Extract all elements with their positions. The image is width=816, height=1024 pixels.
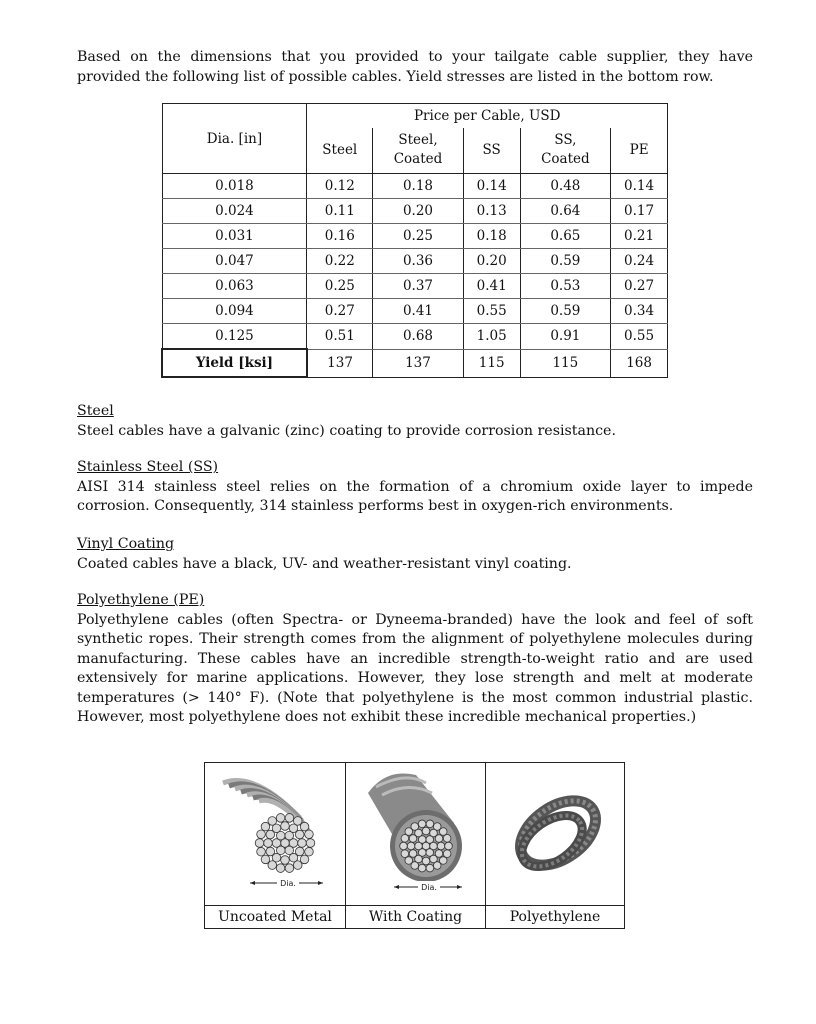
price-cell: 0.55 <box>611 324 668 350</box>
col-header-pe: PE <box>611 128 668 174</box>
table-row <box>162 224 668 249</box>
section-body: Steel cables have a galvanic (zinc) coating to provide corrosion resistance. <box>77 422 616 439</box>
table-row <box>162 299 668 324</box>
price-cell: 0.41 <box>373 299 464 324</box>
price-cell: 0.27 <box>307 299 373 324</box>
price-cell: 0.24 <box>611 249 668 274</box>
section-polyethylene <box>77 591 753 728</box>
section-steel <box>77 402 753 441</box>
price-cell: 0.65 <box>520 224 611 249</box>
dia-cell: 0.125 <box>162 324 307 350</box>
cable-price-table <box>161 103 668 378</box>
dia-label: Dia. <box>421 883 437 892</box>
price-cell: 0.18 <box>463 224 520 249</box>
price-cell: 0.20 <box>373 199 464 224</box>
price-cell: 0.20 <box>463 249 520 274</box>
section-heading: Polyethylene (PE) <box>77 592 205 608</box>
price-cell: 1.05 <box>463 324 520 350</box>
table-body <box>162 174 668 350</box>
price-cell: 0.59 <box>520 299 611 324</box>
polyethylene-rope-illustration <box>486 763 624 905</box>
price-cell: 0.22 <box>307 249 373 274</box>
price-cell: 0.13 <box>463 199 520 224</box>
caption-uncoated: Uncoated Metal <box>205 905 346 928</box>
cable-figure <box>204 762 625 929</box>
price-cell: 0.11 <box>307 199 373 224</box>
price-cell: 0.25 <box>307 274 373 299</box>
dia-header: Dia. [in] <box>162 104 307 174</box>
section-heading: Steel <box>77 403 114 419</box>
price-cell: 0.14 <box>463 174 520 199</box>
price-cell: 0.55 <box>463 299 520 324</box>
caption-coated: With Coating <box>346 905 486 928</box>
price-cell: 0.34 <box>611 299 668 324</box>
section-heading: Vinyl Coating <box>77 536 175 552</box>
price-cell: 0.91 <box>520 324 611 350</box>
table-row <box>162 249 668 274</box>
dia-cell: 0.063 <box>162 274 307 299</box>
section-body: Polyethylene cables (often Spectra- or Dyneema-branded) have the look and feel of soft synthetic ropes. Their strength comes from the alignment of polyethylene molecules during manufacturing. These cables have an incredible strength-to-weight ratio and are used extensively for marine applications. However, they lose strength and melt at moderate temperatures (> 140° F). (Note that polyethylene is the most common industrial plastic. However, most polyethylene does not exhibit these incredible mechanical properties.) <box>77 611 753 725</box>
price-cell: 0.53 <box>520 274 611 299</box>
yield-value: 115 <box>463 349 520 377</box>
coated-cable-illustration <box>346 763 486 905</box>
yield-value: 168 <box>611 349 668 377</box>
col-header-steel-coated: Steel, Coated <box>373 128 464 174</box>
section-body: Coated cables have a black, UV- and weather-resistant vinyl coating. <box>77 555 572 572</box>
price-cell: 0.37 <box>373 274 464 299</box>
section-vinyl <box>77 535 753 574</box>
yield-value: 137 <box>373 349 464 377</box>
price-cell: 0.21 <box>611 224 668 249</box>
price-cell: 0.25 <box>373 224 464 249</box>
yield-row <box>162 349 668 377</box>
price-cell: 0.27 <box>611 274 668 299</box>
dia-cell: 0.031 <box>162 224 307 249</box>
price-cell: 0.18 <box>373 174 464 199</box>
price-cell: 0.68 <box>373 324 464 350</box>
yield-label: Yield [ksi] <box>162 349 307 377</box>
dia-cell: 0.094 <box>162 299 307 324</box>
group-header: Price per Cable, USD <box>307 104 668 128</box>
price-cell: 0.16 <box>307 224 373 249</box>
price-cell: 0.17 <box>611 199 668 224</box>
price-cell: 0.14 <box>611 174 668 199</box>
dia-cell: 0.047 <box>162 249 307 274</box>
intro-paragraph: Based on the dimensions that you provided to your tailgate cable supplier, they have provided the following list of possible cables. Yield stresses are listed in the bottom row. <box>77 49 753 85</box>
table-row <box>162 324 668 350</box>
price-cell: 0.59 <box>520 249 611 274</box>
table-row <box>162 199 668 224</box>
col-header-ss: SS <box>463 128 520 174</box>
section-heading: Stainless Steel (SS) <box>77 459 219 475</box>
section-stainless <box>77 458 753 517</box>
table-row <box>162 274 668 299</box>
table-row <box>162 174 668 199</box>
price-cell: 0.36 <box>373 249 464 274</box>
caption-polyethylene: Polyethylene <box>486 905 624 928</box>
dia-cell: 0.024 <box>162 199 307 224</box>
price-cell: 0.64 <box>520 199 611 224</box>
col-header-ss-coated: SS, Coated <box>520 128 611 174</box>
price-cell: 0.51 <box>307 324 373 350</box>
uncoated-cable-illustration <box>205 763 346 905</box>
price-cell: 0.48 <box>520 174 611 199</box>
dia-label: Dia. <box>280 879 296 888</box>
dia-cell: 0.018 <box>162 174 307 199</box>
yield-value: 137 <box>307 349 373 377</box>
price-cell: 0.12 <box>307 174 373 199</box>
yield-value: 115 <box>520 349 611 377</box>
price-cell: 0.41 <box>463 274 520 299</box>
section-body: AISI 314 stainless steel relies on the formation of a chromium oxide layer to impede corrosion. Consequently, 314 stainless performs best in oxygen-rich environments. <box>77 478 753 514</box>
col-header-steel: Steel <box>307 128 373 174</box>
